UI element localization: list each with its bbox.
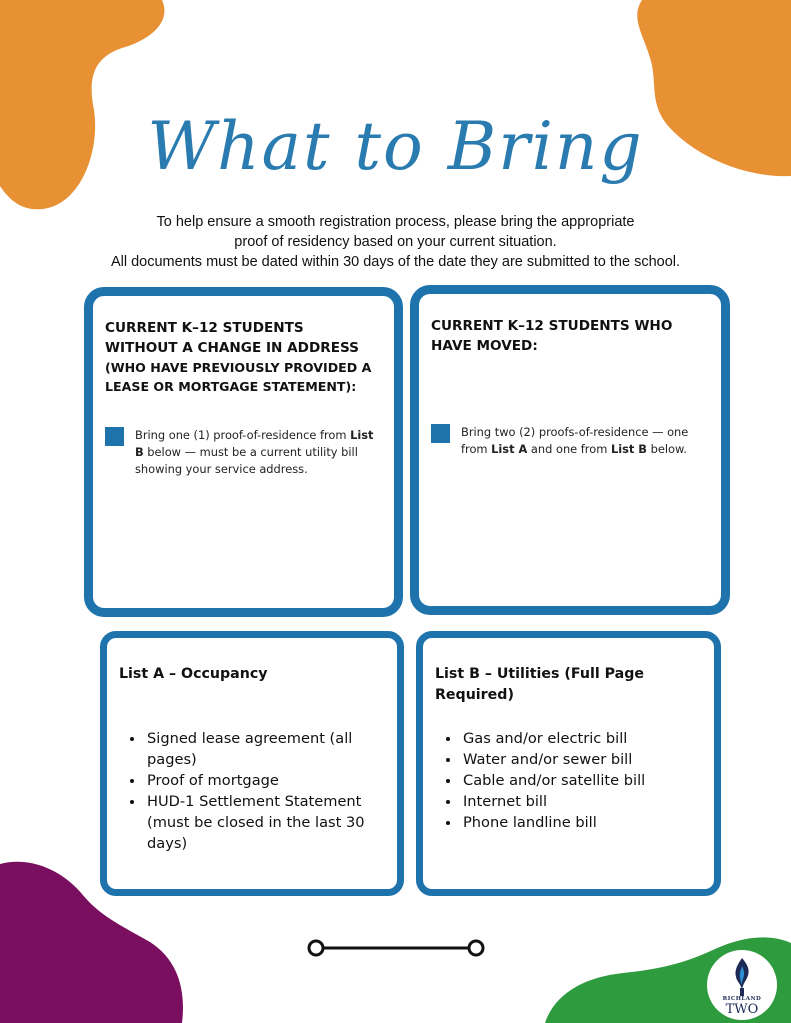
intro-line: All documents must be dated within 30 days of the date they are submitted to the school. bbox=[110, 254, 681, 270]
list-item: • Signed lease agreement (all pages) bbox=[145, 728, 381, 770]
instruction-row bbox=[105, 427, 380, 478]
list-a-reference: List A bbox=[491, 442, 528, 456]
list-item: • Water and/or sewer bill bbox=[461, 749, 698, 770]
card-no-address-change bbox=[84, 287, 403, 617]
card-list-b bbox=[416, 631, 721, 896]
card-heading: CURRENT K–12 STUDENTS WHO HAVE MOVED: bbox=[431, 318, 673, 354]
instruction-text-part: and one from bbox=[527, 442, 611, 456]
list-item: • Gas and/or electric bill bbox=[461, 728, 698, 749]
instruction-text-part: Bring one (1) proof-of-residence from bbox=[135, 428, 351, 442]
connector-line-icon bbox=[306, 936, 486, 960]
instruction-text bbox=[461, 424, 707, 458]
list-item: • Proof of mortgage bbox=[145, 770, 381, 791]
list-item: • Phone landline bill bbox=[461, 812, 698, 833]
list-item: • Cable and/or satellite bill bbox=[461, 770, 698, 791]
intro-line: proof of residency based on your current situation. bbox=[234, 234, 557, 250]
instruction-text-part: Bring two (2) proofs-of-residence — one from bbox=[461, 425, 689, 456]
card-list-a bbox=[100, 631, 404, 896]
card-subheading: (WHO HAVE PREVIOUSLY PROVIDED A LEASE OR MORTGAGE STATEMENT): bbox=[105, 360, 372, 394]
intro-text bbox=[60, 212, 731, 272]
card-heading: CURRENT K–12 STUDENTS WITHOUT A CHANGE IN ADDRESS bbox=[105, 320, 359, 356]
instruction-row bbox=[431, 424, 707, 458]
page-title: What to Bring bbox=[147, 108, 644, 185]
instruction-text-part: below. bbox=[646, 442, 687, 456]
square-bullet-icon bbox=[105, 427, 124, 446]
intro-line: To help ensure a smooth registration process, please bring the appropriate bbox=[156, 214, 635, 230]
list-a-title: List A – Occupancy bbox=[119, 666, 268, 682]
list-item: • Internet bill bbox=[461, 791, 698, 812]
square-bullet-icon bbox=[431, 424, 450, 443]
list-b-reference: List B bbox=[610, 442, 647, 456]
school-logo bbox=[707, 950, 777, 1020]
list-b-items bbox=[435, 728, 698, 833]
torch-emblem-icon bbox=[707, 952, 777, 998]
list-item: • HUD-1 Settlement Statement (must be closed in the last 30 days) bbox=[145, 791, 381, 854]
list-b-reference: List B bbox=[135, 428, 374, 459]
instruction-text-part: below — must be a current utility bill showing your service address. bbox=[135, 445, 358, 476]
logo-name-large: TWO bbox=[725, 1002, 759, 1017]
list-a-items bbox=[119, 728, 381, 854]
instruction-text bbox=[135, 427, 380, 478]
list-b-title: List B – Utilities (Full Page Required) bbox=[435, 666, 645, 703]
card-moved bbox=[410, 285, 730, 615]
logo-name-small: RICHLAND bbox=[722, 996, 762, 1002]
